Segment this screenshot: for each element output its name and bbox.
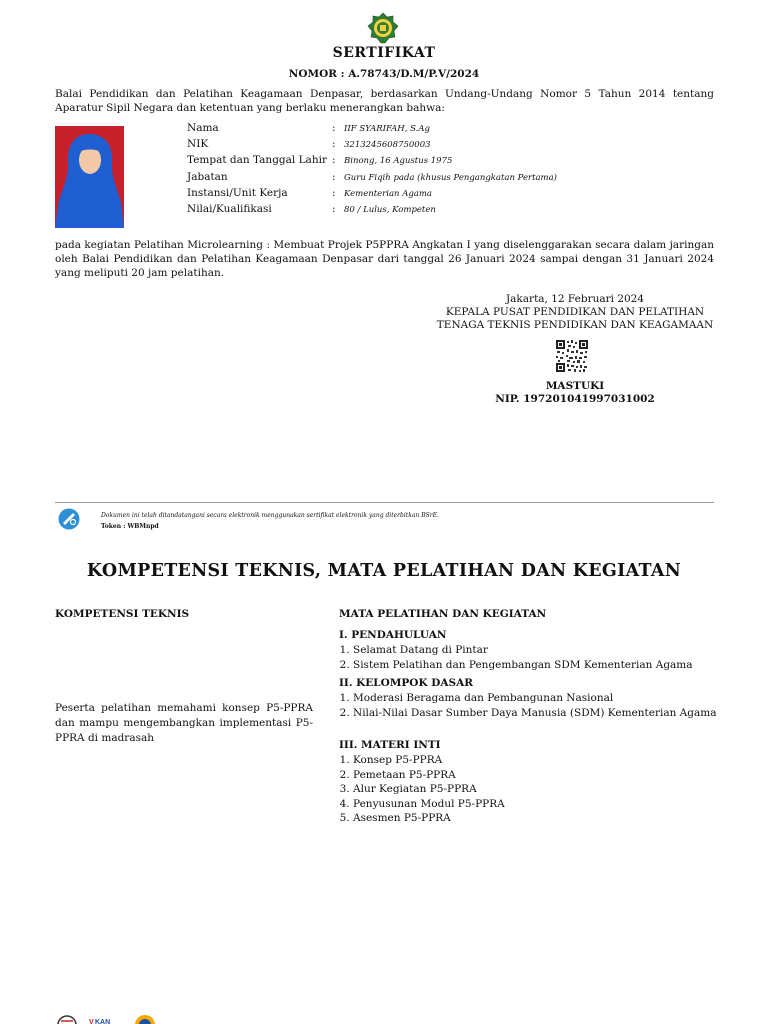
list-item: 5. Asesmen P5-PPRA [353,811,727,826]
place-date: Jakarta, 12 Februari 2024 [505,293,645,305]
field-label: Nama [187,122,219,134]
signatory-nip: NIP. 197201041997031002 [495,393,655,405]
field-separator: : [332,122,336,134]
body-paragraph: pada kegiatan Pelatihan Microlearning : Membuat Projek P5PPRA Angkatan I yang diselenggarakan secara dalam jaringan oleh Balai Pendidikan dan Pelatihan Keagamaan Denpasar dari tanggal 26 Januari 2024 sampai dengan 31 Januari 2024 yang meliputi 20 jam pelatihan. [55,239,714,279]
bsre-logo-icon [58,508,80,530]
qr-code-icon [555,339,589,373]
token: Token : WBMnpd [101,523,159,530]
list-item: 1. Moderasi Beragama dan Pembangunan Nasional [353,691,727,706]
field-value: IIF SYARIFAH, S.Ag [344,124,430,134]
section-title: III. MATERI INTI [339,739,441,751]
section-list [339,753,727,826]
kemenag-emblem-icon [366,12,400,44]
field-separator: : [332,138,336,151]
signatory-title-2: TENAGA TEKNIS PENDIDIKAN DAN KEAGAMAAN [436,319,714,331]
field-value: 80 / Lulus, Kompeten [344,204,436,215]
list-item: 1. Konsep P5-PPRA [353,753,727,768]
list-item: 2. Sistem Pelatihan dan Pengembangan SDM Kementerian Agama [353,658,727,673]
participant-photo [55,126,124,228]
field-value: Guru Fiqih pada (khusus Pengangkatan Pertama) [344,172,557,183]
list-item: 2. Pemetaan P5-PPRA [353,768,727,783]
left-column-header: KOMPETENSI TEKNIS [55,608,190,620]
field-value: Kementerian Agama [344,188,432,199]
field-label: NIK [187,138,209,151]
field-separator: : [332,186,336,199]
section-list [339,643,727,672]
field-value: Binong, 16 Agustus 1975 [344,156,453,167]
svg-text:V: V [89,1019,94,1024]
signatory-name: MASTUKI [545,380,605,392]
field-value: 3213245608750003 [344,140,431,151]
list-item: 2. Nilai-Nilai Dasar Sumber Daya Manusia (SDM) Kementerian Agama [353,706,727,721]
right-column-header: MATA PELATIHAN DAN KEGIATAN [339,608,547,620]
field-label: Nilai/Kualifikasi [187,202,272,215]
competency-title: KOMPETENSI TEKNIS, MATA PELATIHAN DAN KEGIATAN [86,561,682,581]
footer-logos-icon [55,1013,175,1024]
field-label: Instansi/Unit Kerja [187,186,288,199]
svg-text:KAN: KAN [95,1019,111,1024]
esign-note: Dokumen ini telah ditandatangani secara elektronik menggunakan sertifikat elektronik yang diterbitkan BSrE. [101,512,439,519]
field-separator: : [332,154,336,167]
section-list [339,691,727,720]
certificate-number: NOMOR : A.78743/D.M/P.V/2024 [288,68,480,80]
section-title: II. KELOMPOK DASAR [339,677,473,689]
list-item: 1. Selamat Datang di Pintar [353,643,727,658]
intro-paragraph: Balai Pendidikan dan Pelatihan Keagamaan Denpasar, berdasarkan Undang-Undang Nomor 5 Tahun 2014 tentang Aparatur Sipil Negara dan ketentuan yang berlaku menerangkan bahwa: [55,88,714,114]
section-title: I. PENDAHULUAN [339,629,447,641]
list-item: 4. Penyusunan Modul P5-PPRA [353,797,727,812]
list-item: 3. Alur Kegiatan P5-PPRA [353,782,727,797]
field-separator: : [332,202,336,215]
page-divider [55,502,714,503]
field-label: Tempat dan Tanggal Lahir [187,154,327,167]
certificate-title: SERTIFIKAT [332,45,436,61]
competency-text: Peserta pelatihan memahami konsep P5-PPRA dan mampu mengembangkan implementasi P5-PPRA di madrasah [55,702,313,744]
field-label: Jabatan [187,170,228,183]
field-separator: : [332,170,336,183]
signatory-title-1: KEPALA PUSAT PENDIDIKAN DAN PELATIHAN [445,306,705,318]
